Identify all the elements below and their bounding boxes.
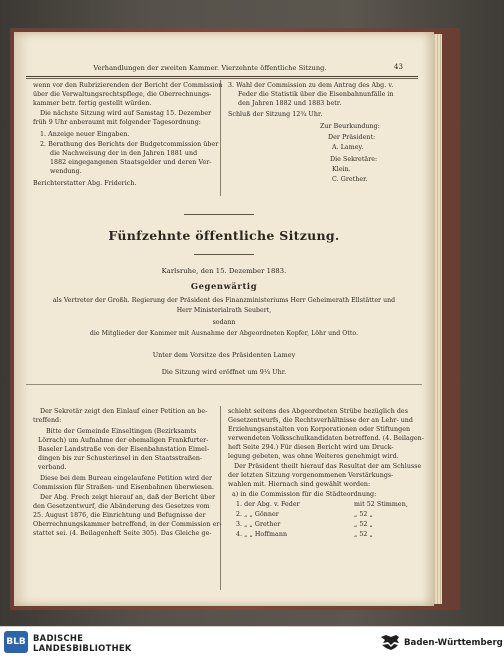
presidency-line: Unter dem Vorsitze des Präsidenten Lamey bbox=[152, 351, 296, 359]
present-line: Herr Ministerialrath Seubert, bbox=[176, 307, 272, 314]
text-line: den Jahren 1882 und 1883 betr. bbox=[238, 100, 342, 107]
petition-line: Baseler Landstraße von der Eisenbahnstation Eimel- bbox=[38, 446, 210, 453]
text-line: heft Seite 294.) Für diesen Bericht wird um Druck- bbox=[228, 444, 394, 451]
text-line: wenn vor den Rubrizierenden der Bericht der Commission bbox=[33, 82, 223, 89]
vote-count: „ 52 „ bbox=[354, 511, 373, 518]
opening-line: Die Sitzung wird eröffnet um 9¼ Uhr. bbox=[161, 368, 287, 376]
page-number: 43 bbox=[394, 63, 404, 71]
vote-count: „ 52 „ bbox=[354, 531, 373, 538]
vote-name: 3. „ „ Grether bbox=[236, 521, 281, 528]
text-line: legung gebeten, was ohne Weiteres genehmigt wird. bbox=[228, 453, 399, 460]
agenda-item: 3. Wahl der Commission zu dem Antrag des Abg. v. bbox=[228, 82, 394, 89]
present-line: als Vertreter der Großh. Regierung der Präsident des Finanzministeriums Herr Geheimerath Ellstätter und bbox=[52, 297, 396, 304]
text-line: den Gesetzentwurf, die Abänderung des Gesetzes vom bbox=[33, 503, 210, 510]
column-divider-top bbox=[220, 80, 221, 196]
library-name-line2: LANDESBIBLIOTHEK bbox=[33, 643, 132, 653]
text-line: treffend: bbox=[33, 417, 62, 424]
vote-name: 1. der Abg. v. Feder bbox=[236, 501, 300, 508]
text-line: 1882 eingegangenen Staatsgelder und deren Ver- bbox=[50, 159, 212, 166]
text-line: kammer betr. fertig gestellt würden. bbox=[33, 100, 152, 107]
vote-name: 4. „ „ Hoffmann bbox=[236, 531, 288, 538]
column-divider-bottom bbox=[220, 406, 221, 590]
text-line: Erziehungsanstalten von Korporationen oder Stiftungen bbox=[228, 426, 411, 433]
vote-count: mit 52 Stimmen, bbox=[354, 501, 408, 508]
petition-line: Bitte der Gemeinde Einseltingen (Bezirksamts bbox=[46, 428, 197, 435]
text-line: Die nächste Sitzung wird auf Samstag 15. Dezember bbox=[40, 110, 212, 117]
signature-role: Der Präsident: bbox=[328, 134, 376, 141]
text-line: die Nachweisung der in den Jahren 1881 und bbox=[50, 150, 198, 157]
present-line: sodann bbox=[212, 319, 236, 326]
signature-name: Klein. bbox=[332, 166, 351, 173]
text-line: Oberrechnungskammer betreffend, in der Commission er- bbox=[33, 521, 222, 528]
date-line: Karlsruhe, den 15. Dezember 1883. bbox=[161, 267, 287, 275]
present-heading: Gegenwärtig bbox=[190, 281, 258, 291]
library-logo[interactable]: BLB bbox=[4, 631, 28, 653]
text-line: der letzten Sitzung vorgenommenen Verstärkungs- bbox=[228, 472, 394, 479]
rapporteur-line: Berichterstatter Abg. Friderich. bbox=[33, 180, 137, 187]
agenda-item: 1. Anzeige neuer Eingaben. bbox=[40, 131, 130, 138]
text-line: stattet sei. (4. Beilagenheft Seite 305). Das Gleiche ge- bbox=[33, 530, 212, 537]
running-title: Verhandlungen der zweiten Kammer. Vierzehnte öffentliche Sitzung. bbox=[93, 64, 327, 72]
signature-name: A. Lamey. bbox=[332, 144, 364, 151]
text-line: verwendeten Volksschulkandidaten betreffend. (4. Beilagen- bbox=[228, 435, 424, 442]
state-coat-of-arms-icon bbox=[379, 633, 401, 651]
section-separator bbox=[194, 254, 254, 255]
signature-name: C. Grether. bbox=[332, 176, 368, 183]
section-separator bbox=[184, 214, 254, 215]
text-line: Feder die Statistik über die Eisenbahnunfälle in bbox=[238, 91, 394, 98]
petition-line: Lörrach) um Aufnahme der ehemaligen Frankfurter- bbox=[38, 437, 209, 444]
text-line: wahlen mit. Hiernach sind gewählt worden: bbox=[228, 481, 371, 488]
text-line: schieht seitens des Abgeordneten Strübe bezüglich des bbox=[228, 408, 408, 415]
text-line: über die Verwaltungsrechtspflege, die Oberrechnungs- bbox=[33, 91, 212, 98]
text-line: früh 9 Uhr anberaumt mit folgender Tagesordnung: bbox=[33, 119, 201, 126]
present-line: die Mitglieder der Kammer mit Ausnahme der Abgeordneten Kopfer, Löhr und Otto. bbox=[89, 330, 359, 337]
session-title: Fünfzehnte öffentliche Sitzung. bbox=[108, 228, 340, 243]
vote-name: 2. „ „ Gönner bbox=[236, 511, 279, 518]
agenda-item: 2. Berathung des Berichts der Budgetcommission über bbox=[40, 141, 219, 148]
text-line: Diese bei dem Bureau eingelaufene Petition wird der bbox=[40, 475, 213, 482]
text-line: Der Präsident theilt hierauf das Resultat der am Schlusse bbox=[234, 463, 422, 470]
section-separator bbox=[26, 384, 422, 385]
header-rule-thin bbox=[26, 78, 418, 79]
text-line: Der Sekretär zeigt den Einlauf einer Petition an be- bbox=[40, 408, 208, 415]
text-line: 25. August 1876, die Einrichtung und Befugnisse der bbox=[33, 512, 206, 519]
commission-heading: a) in die Commission für die Städteordnung: bbox=[232, 491, 377, 498]
closing-line: Schluß der Sitzung 12¾ Uhr. bbox=[228, 111, 323, 118]
petition-line: dingen bis zur Schusterinsel in den Staatsstraßen- bbox=[38, 455, 203, 462]
text-line: Commission für Straßen- und Eisenbahnen überwiesen. bbox=[33, 484, 214, 491]
state-label: Baden-Württemberg bbox=[404, 638, 503, 648]
text-line: Der Abg. Frech zeigt hierauf an, daß der Bericht über bbox=[40, 494, 216, 501]
signature-heading: Zur Beurkundung: bbox=[320, 123, 380, 130]
text-line: Gesetzentwurfs, die Rechtsverhältnisse der an Lehr- und bbox=[228, 417, 413, 424]
library-name-line1: BADISCHE bbox=[33, 633, 84, 643]
signature-role: Die Sekretäre: bbox=[330, 156, 378, 163]
vote-count: „ 52 „ bbox=[354, 521, 373, 528]
petition-line: verband. bbox=[38, 464, 67, 471]
text-line: wendung. bbox=[50, 168, 82, 175]
document-page bbox=[14, 32, 434, 606]
header-rule bbox=[26, 76, 418, 77]
